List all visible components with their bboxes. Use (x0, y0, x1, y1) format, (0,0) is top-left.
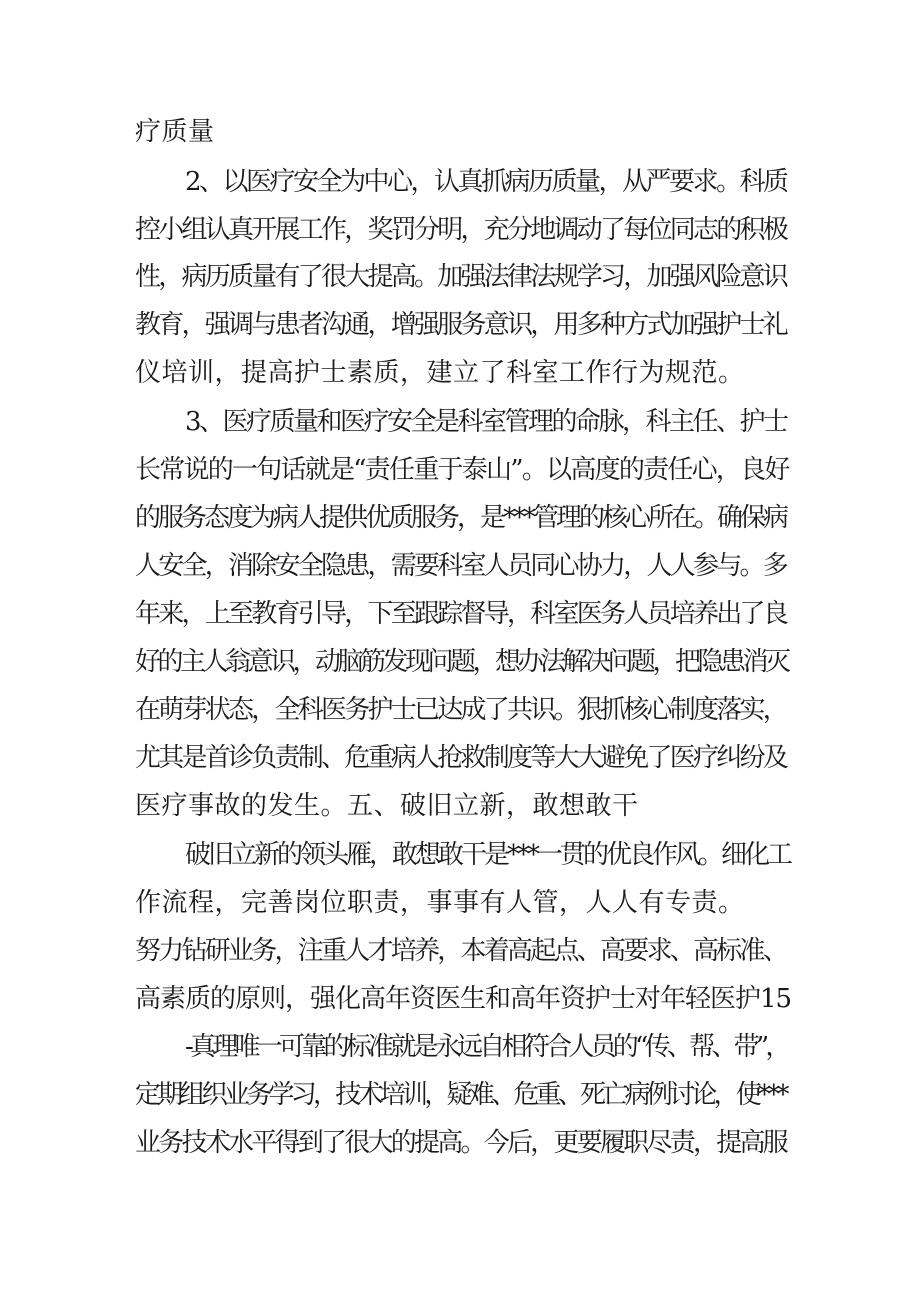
text-line-20: -真理唯一可靠的标准就是永远自相符合人员的“传、帮、带”， (185, 1032, 788, 1062)
text-line-1: 疗质量 (135, 117, 215, 147)
text-line-17: 作流程，完善岗位职责，事事有人管，人人有专责。 (135, 888, 745, 918)
text-line-5: 教育，强调与患者沟通，增强服务意识，用多种方式加强护士礼 (135, 310, 787, 340)
text-line-21: 定期组织业务学习，技术培训，疑难、危重、死亡病例讨论，使*** (135, 1080, 786, 1110)
text-line-2: 2、以医疗安全为中心，认真抓病历质量，从严要求。科质 (185, 167, 787, 197)
text-line-22: 业务技术水平得到了很大的提高。今后，更要履职尽责，提高服 (135, 1128, 787, 1158)
text-line-13: 在萌芽状态，全科医务护士已达成了共识。狠抓核心制度落实， (135, 695, 787, 725)
text-line-8: 长常说的一句话就是“责任重于泰山”。以高度的责任心，良好 (135, 455, 789, 485)
text-line-10: 人安全，消除安全隐患，需要科室人员同心协力，人人参与。多 (135, 551, 787, 581)
text-line-6: 仪培训，提高护士素质，建立了科室工作行为规范。 (135, 358, 745, 388)
text-line-9: 的服务态度为病人提供优质服务，是***管理的核心所在。确保病 (135, 503, 787, 533)
text-line-18: 努力钻研业务，注重人才培养，本着高起点、高要求、高标准、 (135, 936, 787, 966)
text-line-19: 高素质的原则，强化高年资医生和高年资护士对年轻医护15 (135, 984, 792, 1014)
text-line-7: 3、医疗质量和医疗安全是科室管理的命脉，科主任、护士 (185, 407, 787, 437)
text-line-11: 年来，上至教育引导，下至跟踪督导，科室医务人员培养出了良 (135, 599, 787, 629)
text-line-4: 性，病历质量有了很大提高。加强法律法规学习，加强风险意识 (135, 262, 787, 292)
text-line-16: 破旧立新的领头雁，敢想敢干是***一贯的优良作风。细化工 (185, 840, 791, 870)
text-line-3: 控小组认真开展工作，奖罚分明，充分地调动了每位同志的积极 (135, 215, 787, 245)
text-line-14: 尤其是首诊负责制、危重病人抢救制度等大大避免了医疗纠纷及 (135, 743, 787, 773)
text-line-15: 医疗事故的发生。五、破旧立新，敢想敢干 (135, 791, 639, 821)
text-line-12: 好的主人翁意识，动脑筋发现问题，想办法解决问题，把隐患消灭 (135, 647, 788, 677)
